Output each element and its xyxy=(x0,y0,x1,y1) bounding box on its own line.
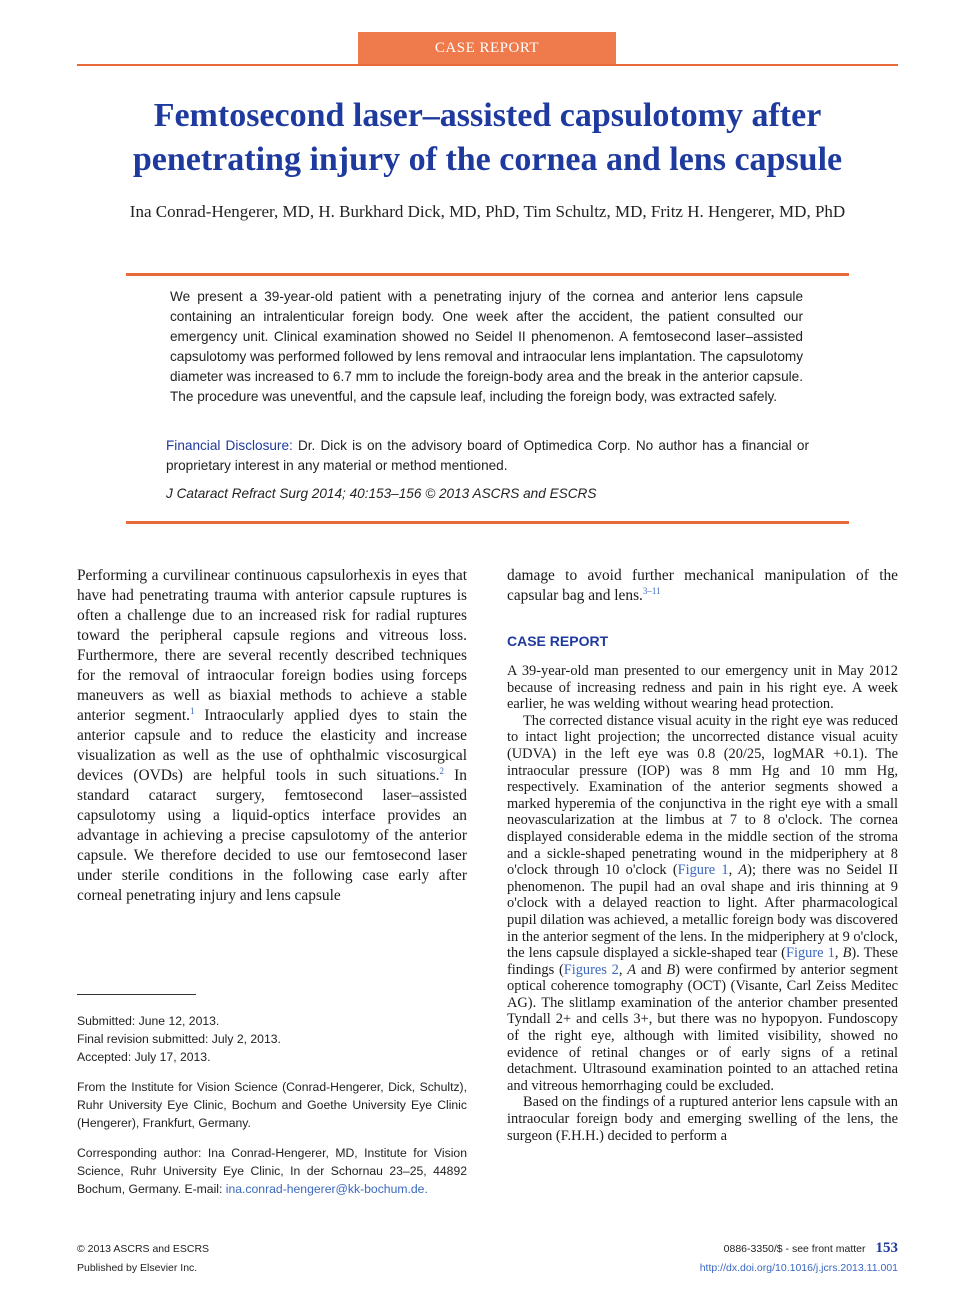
author-list: Ina Conrad-Hengerer, MD, H. Burkhard Dick, MD, PhD, Tim Schultz, MD, Fritz H. Hengerer, MD, PhD xyxy=(129,202,846,221)
email-link[interactable]: ina.conrad-hengerer@kk-bochum.de. xyxy=(225,1182,428,1196)
figure-1-panel-b: B xyxy=(842,945,852,962)
accepted-date: Accepted: July 17, 2013. xyxy=(77,1050,211,1064)
left-column xyxy=(77,566,467,906)
article-notes xyxy=(77,1012,467,1198)
section-label: CASE REPORT xyxy=(358,32,616,64)
intro-text-1: Performing a curvilinear continuous capsulorhexis in eyes that have had penetrating trauma with anterior capsule ruptures is often a challenge due to an increased risk for radial ruptures toward the peripheral capsule regions and vitreous loss. Furthermore, there are several recently described techniques for the removal of intraocular foreign bodies using forceps maneuvers as well as biaxial methods to achieve a stable anterior segment. xyxy=(77,567,467,724)
case-p2-text-d: ) were confirmed by anterior segment optical coherence tomography (OCT) (Visante, Carl Zeiss Meditec AG). The slitlamp examination of the anterior chamber presented Tyndall 2+ and cells 3+, but there was no hypopyon. Fundoscopy of the right eye, although with limited visibility, showed no evidence of retinal changes or of early signs of a retinal detachment. Ultrasound examination pointed to an attached retina and vitreous hemorrhaging could be excluded. xyxy=(507,961,898,1094)
figure-1-panel-a: A xyxy=(738,862,748,879)
page-number: 153 xyxy=(875,1240,898,1256)
right-column xyxy=(507,566,898,1144)
figure-2-and: and xyxy=(636,961,667,978)
intro-continuation xyxy=(507,566,898,606)
intro-continuation-text: damage to avoid further mechanical manipulation of the capsular bag and lens. xyxy=(507,567,898,604)
reference-3-11-link[interactable]: 3–11 xyxy=(642,585,661,596)
revision-date: Final revision submitted: July 2, 2013. xyxy=(77,1032,281,1046)
footer-doi xyxy=(700,1262,898,1274)
correspondence-text: Corresponding author: Ina Conrad-Hengerer, MD, Institute for Vision Science, Ruhr University Eye Clinic, In der Schornau 23–25, 44892 Bochum, Germany. E-mail: xyxy=(77,1146,467,1196)
reference-1-link[interactable]: 1 xyxy=(189,705,195,716)
case-p2-text-b: ); there was no Seidel II phenomenon. The pupil had an oval shape and iris thinning at 9 o'clock with a delayed reaction to light. After pharmacological pupil dilation was achieved, a metallic foreign body was discovered in the anterior segment of the lens. In the midperiphery at 9 o'clock, the lens capsule displayed a sickle-shaped tear ( xyxy=(507,862,898,962)
figure-1-link[interactable]: Figure 1 xyxy=(677,862,729,879)
case-report-body xyxy=(507,663,898,1144)
figure-1b-link[interactable]: Figure 1 xyxy=(785,945,835,962)
title-line-2: penetrating injury of the cornea and lens capsule xyxy=(132,141,843,178)
figure-2-panel-b: B xyxy=(666,961,676,978)
journal-citation: J Cataract Refract Surg 2014; 40:153–156 © 2013 ASCRS and ESCRS xyxy=(166,486,597,501)
doi-link[interactable]: http://dx.doi.org/10.1016/j.jcrs.2013.11.001 xyxy=(699,1262,898,1274)
financial-disclosure xyxy=(166,436,809,476)
financial-disclosure-text: Dr. Dick is on the advisory board of Optimedica Corp. No author has a financial or proprietary interest in any material or method mentioned. xyxy=(166,438,809,473)
submitted-date: Submitted: June 12, 2013. xyxy=(77,1014,220,1028)
figure-2-link[interactable]: Figures 2 xyxy=(563,961,619,978)
footer-copyright: © 2013 ASCRS and ESCRS xyxy=(77,1243,210,1255)
case-p2-text-c: ). These findings ( xyxy=(507,945,898,978)
title-line-1: Femtosecond laser–assisted capsulotomy after xyxy=(153,97,822,134)
footer-publisher: Published by Elsevier Inc. xyxy=(77,1262,198,1274)
abstract-top-rule xyxy=(126,273,849,276)
case-paragraph-1: A 39-year-old man presented to our emergency unit in May 2012 because of increasing redness and pain in his right eye. A week earlier, he was welding without wearing head protection. xyxy=(507,663,898,713)
reference-2-link[interactable]: 2 xyxy=(439,765,444,776)
abstract-bottom-rule xyxy=(126,521,849,524)
affiliation: From the Institute for Vision Science (Conrad-Hengerer, Dick, Schultz), Ruhr University Eye Clinic, Bochum and Goethe University Eye Clinic (Hengerer), Frankfurt, Germany. xyxy=(77,1080,467,1130)
case-paragraph-3: Based on the findings of a ruptured anterior lens capsule with an intraocular foreign body and emerging swelling of the lens, the surgeon (F.H.H.) decided to perform a xyxy=(507,1094,898,1144)
case-p2-text-a: The corrected distance visual acuity in the right eye was reduced to intact light projection; the uncorrected distance visual acuity (UDVA) in the left eye was 0.8 (20/25, logMAR +0.1). The intraocular pressure (IOP) was 8 mm Hg and 10 mm Hg, respectively. Examination of the anterior segments showed a marked hyperemia of the conjunctiva in the right eye with a small neovascularization at the limbus at 7 to 8 o'clock. The cornea displayed considerable edema in the middle section of the stroma and a sickle-shaped penetrating wound in the midperiphery at 8 o'clock through 10 o'clock ( xyxy=(507,712,898,879)
case-report-heading: CASE REPORT xyxy=(507,633,609,649)
header-rule xyxy=(77,64,898,66)
footnote-rule xyxy=(77,994,196,995)
intro-text-3: In standard cataract surgery, femtosecond laser–assisted capsulotomy using a liquid-optics interface provides an advantage in achieving a precise capsulotomy of the anterior capsule. We therefore decided to use our femtosecond laser under sterile conditions in the following case early after corneal penetrating injury and lens capsule xyxy=(77,767,468,904)
case-paragraph-2: The corrected distance visual acuity in the right eye was reduced to intact light projection; the uncorrected distance visual acuity (UDVA) in the left eye was 0.8 (20/25, logMAR +0.1). The intraocular pressure (IOP) was 8 mm Hg and 10 mm Hg, respectively. Examination of the anterior segments showed a marked hyperemia of the conjunctiva in the right eye with a small neovascularization at the limbus at 7 to 8 o'clock. The cornea displayed considerable edema in the middle section of the stroma and a sickle-shaped penetrating wound in the midperiphery at 8 o'clock through 10 o'clock (Figure 1, A); there was no Seidel II phenomenon. The pupil had an oval shape and iris thinning at 9 o'clock with a delayed reaction to light. After pharmacological pupil dilation was achieved, a metallic foreign body was discovered in the anterior segment of the lens. In the midperiphery at 9 o'clock, the lens capsule displayed a sickle-shaped tear (Figure 1, B). These findings (Figures 2, A and B) were confirmed by anterior segment optical coherence tomography (OCT) (Visante, Carl Zeiss Meditec AG). The slitlamp examination of the anterior chamber presented Tyndall 2+ and cells 3+, but there was no hypopyon. Fundoscopy of the right eye, although with limited visibility, showed no evidence of retinal changes or of early signs of a retinal detachment. Ultrasound examination pointed to an attached retina and vitreous hemorrhaging could be excluded. xyxy=(507,712,898,1094)
correspondence xyxy=(77,1144,467,1198)
abstract-text: We present a 39-year-old patient with a penetrating injury of the cornea and anterior lens capsule containing an intralenticular foreign body. One week after the accident, the patient consulted our emergency unit. Clinical examination showed no Seidel II phenomenon. A femtosecond laser–assisted capsulotomy was performed followed by lens removal and intraocular lens implantation. The capsulotomy diameter was increased to 6.7 mm to include the foreign-body area and the break in the anterior capsule. The procedure was uneventful, and the capsule leaf, including the foreign body, was extracted safely. xyxy=(170,289,803,404)
footer-issn-line xyxy=(724,1240,898,1257)
financial-disclosure-label: Financial Disclosure: xyxy=(166,438,293,453)
footer-issn: 0886-3350/$ - see front matter xyxy=(723,1243,866,1255)
abstract xyxy=(170,287,803,407)
article-title xyxy=(60,94,915,182)
intro-text-2: Intraocularly applied dyes to stain the anterior capsule and to reduce the elasticity and increase visualization as well as the use of ophthalmic viscosurgical devices (OVDs) are helpful tools in such situations. xyxy=(77,707,467,784)
intro-paragraph xyxy=(77,566,467,906)
figure-2-panel-a: A xyxy=(627,961,637,978)
